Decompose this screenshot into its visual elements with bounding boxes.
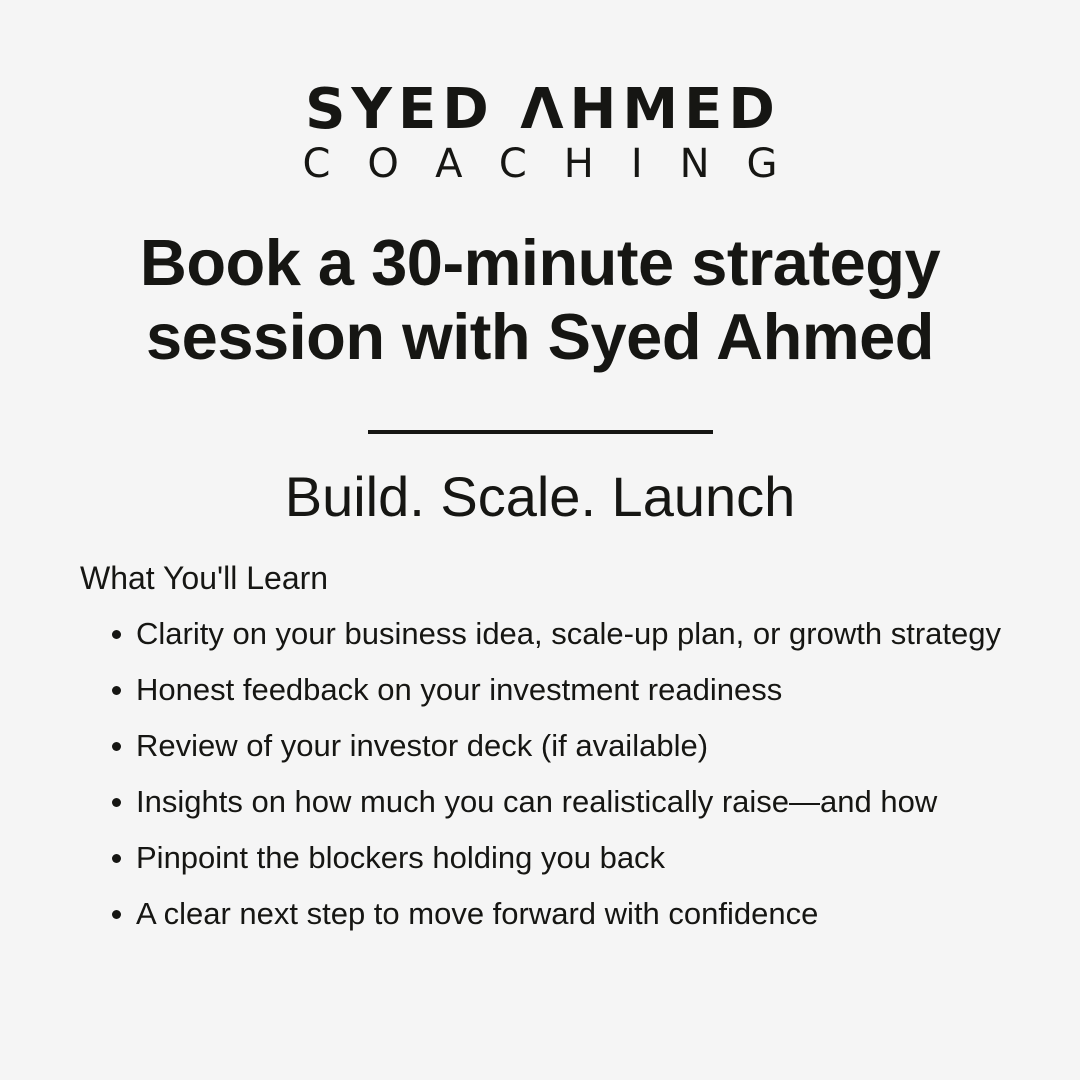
list-item: A clear next step to move forward with confidence xyxy=(136,886,1016,942)
logo-subtitle: COACHING xyxy=(302,141,815,187)
divider xyxy=(368,430,713,434)
headline: Book a 30-minute strategy session with Syed Ahmed xyxy=(139,226,941,373)
list-item: Pinpoint the blockers holding you back xyxy=(136,830,1016,886)
tagline: Build. Scale. Launch xyxy=(284,465,796,528)
list-item: Honest feedback on your investment readiness xyxy=(136,662,1016,718)
logo-name: SYED ΛHMED xyxy=(305,77,781,142)
list-item: Clarity on your business idea, scale-up plan, or growth strategy xyxy=(136,606,1016,662)
learn-list xyxy=(136,606,1016,942)
list-item: Insights on how much you can realistically raise—and how xyxy=(136,774,1016,830)
section-title: What You'll Learn xyxy=(80,560,329,596)
list-item: Review of your investor deck (if available) xyxy=(136,718,1016,774)
logo xyxy=(0,77,1080,187)
